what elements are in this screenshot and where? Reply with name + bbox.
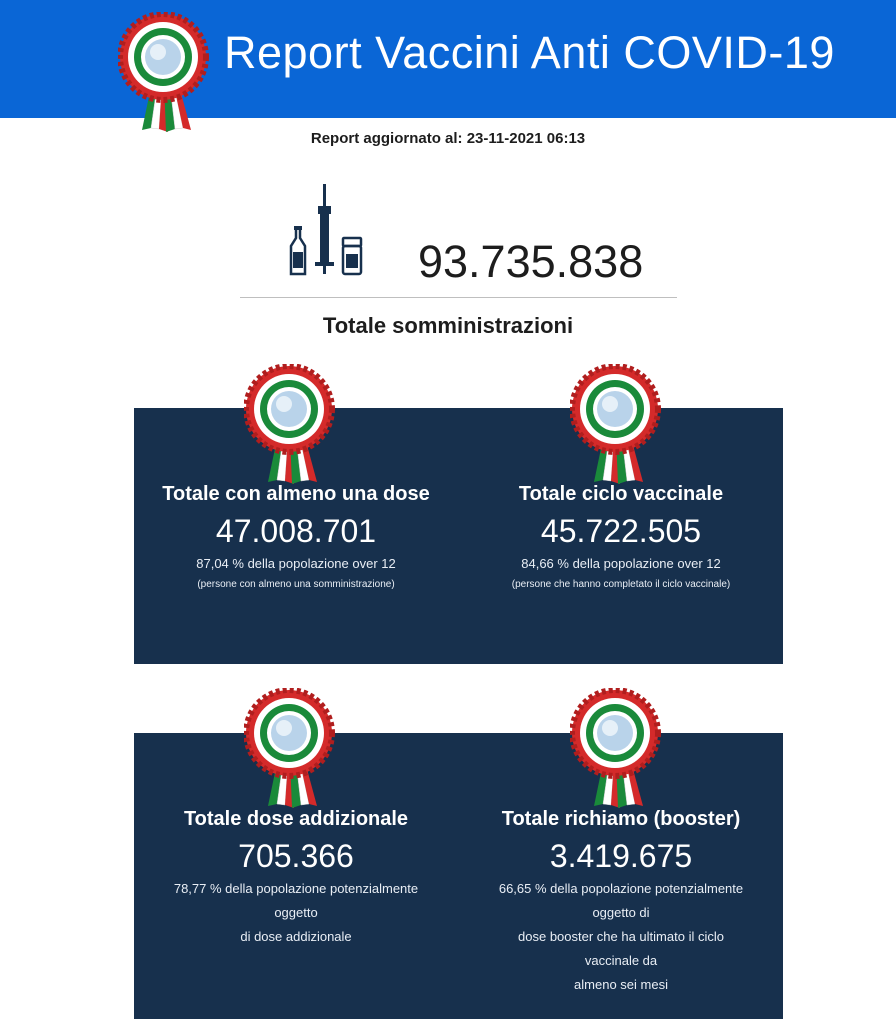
stat-value: 47.008.701 — [215, 513, 377, 549]
stat-description: di dose addizionale — [240, 929, 352, 944]
stat-description: dose booster che ha ultimato il ciclo — [518, 929, 724, 944]
stat-description: vaccinale da — [584, 953, 658, 968]
stat-complete-cycle — [459, 480, 783, 594]
italian-cockade-icon — [244, 688, 336, 814]
stat-additional-dose — [134, 805, 458, 949]
stat-description: almeno sei mesi — [574, 977, 668, 992]
stat-description: 78,77 % della popolazione potenzialmente — [173, 881, 419, 896]
stat-description: oggetto — [274, 905, 318, 920]
report-updated-label: Report aggiornato al: 23-11-2021 06:13 — [310, 130, 586, 147]
divider — [240, 297, 677, 298]
stat-description: oggetto di — [592, 905, 650, 920]
stat-note: (persone che hanno completato il ciclo vaccinale) — [511, 579, 731, 590]
stat-label: Totale dose addizionale — [183, 808, 409, 830]
stat-value: 45.722.505 — [540, 513, 702, 549]
page-title: Report Vaccini Anti COVID-19 — [224, 27, 835, 78]
italian-cockade-icon — [570, 364, 662, 490]
stat-label: Totale con almeno una dose — [162, 483, 430, 505]
stat-label: Totale richiamo (booster) — [501, 808, 741, 830]
italian-cockade-icon — [244, 364, 336, 490]
stat-note: (persone con almeno una somministrazione) — [197, 579, 395, 590]
stat-at-least-one-dose — [134, 480, 458, 594]
header-bar — [0, 0, 896, 118]
stat-description: 84,66 % della popolazione over 12 — [521, 556, 721, 571]
vaccine-vials-syringe-icon — [285, 182, 365, 278]
stat-description: 87,04 % della popolazione over 12 — [196, 556, 396, 571]
italian-cockade-icon — [118, 12, 210, 138]
stat-label: Totale ciclo vaccinale — [518, 483, 724, 505]
stat-booster — [459, 805, 783, 997]
stat-value: 705.366 — [238, 838, 354, 874]
italian-cockade-icon — [570, 688, 662, 814]
stat-description: 66,65 % della popolazione potenzialmente — [498, 881, 744, 896]
total-administrations-label: Totale somministrazioni — [322, 313, 574, 338]
stat-value: 3.419.675 — [549, 838, 693, 874]
total-administrations-value: 93.735.838 — [418, 236, 644, 287]
